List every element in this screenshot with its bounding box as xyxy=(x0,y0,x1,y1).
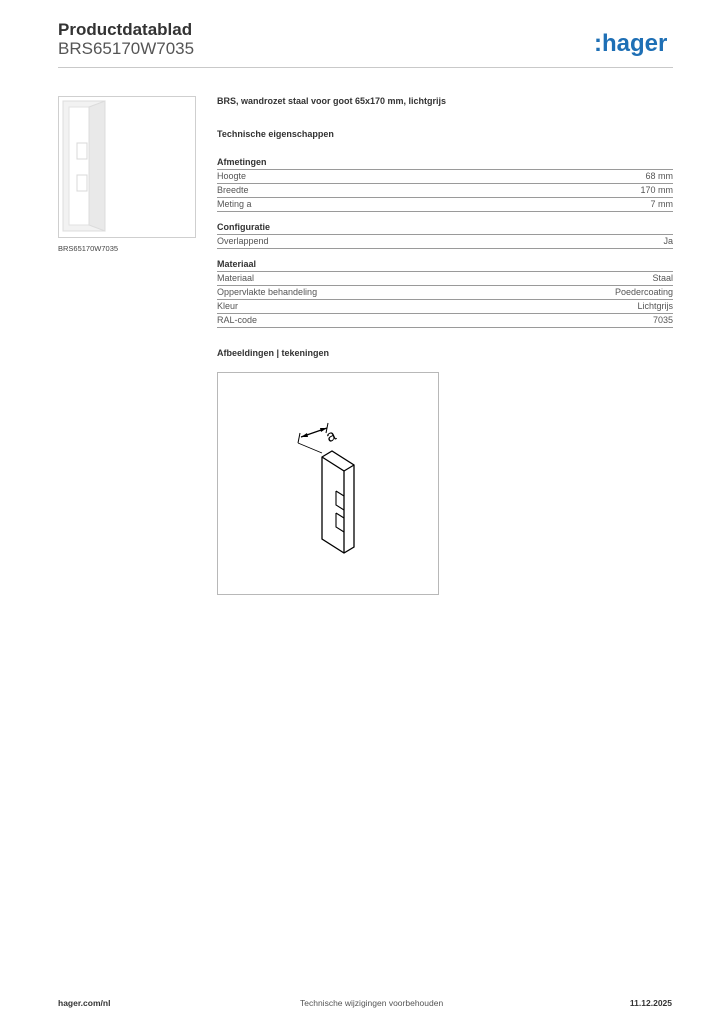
logo-text: :hager xyxy=(594,30,668,57)
group-dimensions xyxy=(217,157,673,212)
footer-disclaimer: Technische wijzigingen voorbehouden xyxy=(300,998,444,1008)
group-configuration xyxy=(217,222,673,249)
product-thumbnail xyxy=(58,96,196,238)
spec-label: Oppervlakte behandeling xyxy=(217,287,318,297)
product-image xyxy=(59,97,195,237)
spec-row xyxy=(217,286,673,300)
spec-value: 68 mm xyxy=(645,171,673,181)
spec-value: 170 mm xyxy=(640,185,673,195)
group-title: Configuratie xyxy=(217,222,673,235)
hager-logo xyxy=(594,27,674,57)
spec-row xyxy=(217,272,673,286)
spec-value: Ja xyxy=(663,236,673,246)
footer-date: 11.12.2025 xyxy=(629,998,672,1008)
spec-label: Kleur xyxy=(217,301,239,311)
group-material xyxy=(217,259,673,328)
spec-row xyxy=(217,198,673,212)
group-title: Afmetingen xyxy=(217,157,673,170)
group-title: Materiaal xyxy=(217,259,673,272)
product-details xyxy=(217,96,673,362)
spec-label: Breedte xyxy=(217,185,249,195)
spec-value: Staal xyxy=(652,273,673,283)
product-code: BRS65170W7035 xyxy=(58,39,195,58)
spec-row xyxy=(217,300,673,314)
spec-row xyxy=(217,184,673,198)
spec-row xyxy=(217,314,673,328)
document-title: Productdatablad xyxy=(58,20,193,39)
technical-drawing xyxy=(217,372,439,595)
spec-value: Poedercoating xyxy=(614,287,673,297)
spec-label: Materiaal xyxy=(217,273,255,283)
header-divider xyxy=(58,67,673,68)
spec-value: 7035 xyxy=(652,315,673,325)
drawing-svg xyxy=(218,373,438,594)
spec-value: Lichtgrijs xyxy=(637,301,673,311)
product-description: BRS, wandrozet staal voor goot 65x170 mm, lichtgrijs xyxy=(217,96,447,106)
footer-website[interactable]: hager.com/nl xyxy=(58,998,111,1008)
spec-label: Meting a xyxy=(217,199,252,209)
spec-label: Hoogte xyxy=(217,171,247,181)
spec-value: 7 mm xyxy=(650,199,673,209)
section-title-technical: Technische eigenschappen xyxy=(217,129,334,139)
spec-row xyxy=(217,170,673,184)
spec-label: Overlappend xyxy=(217,236,269,246)
section-title-drawings: Afbeeldingen | tekeningen xyxy=(217,348,330,358)
thumbnail-caption: BRS65170W7035 xyxy=(58,244,119,253)
dimension-label-a: a xyxy=(323,427,339,447)
spec-label: RAL-code xyxy=(217,315,258,325)
spec-row xyxy=(217,235,673,249)
